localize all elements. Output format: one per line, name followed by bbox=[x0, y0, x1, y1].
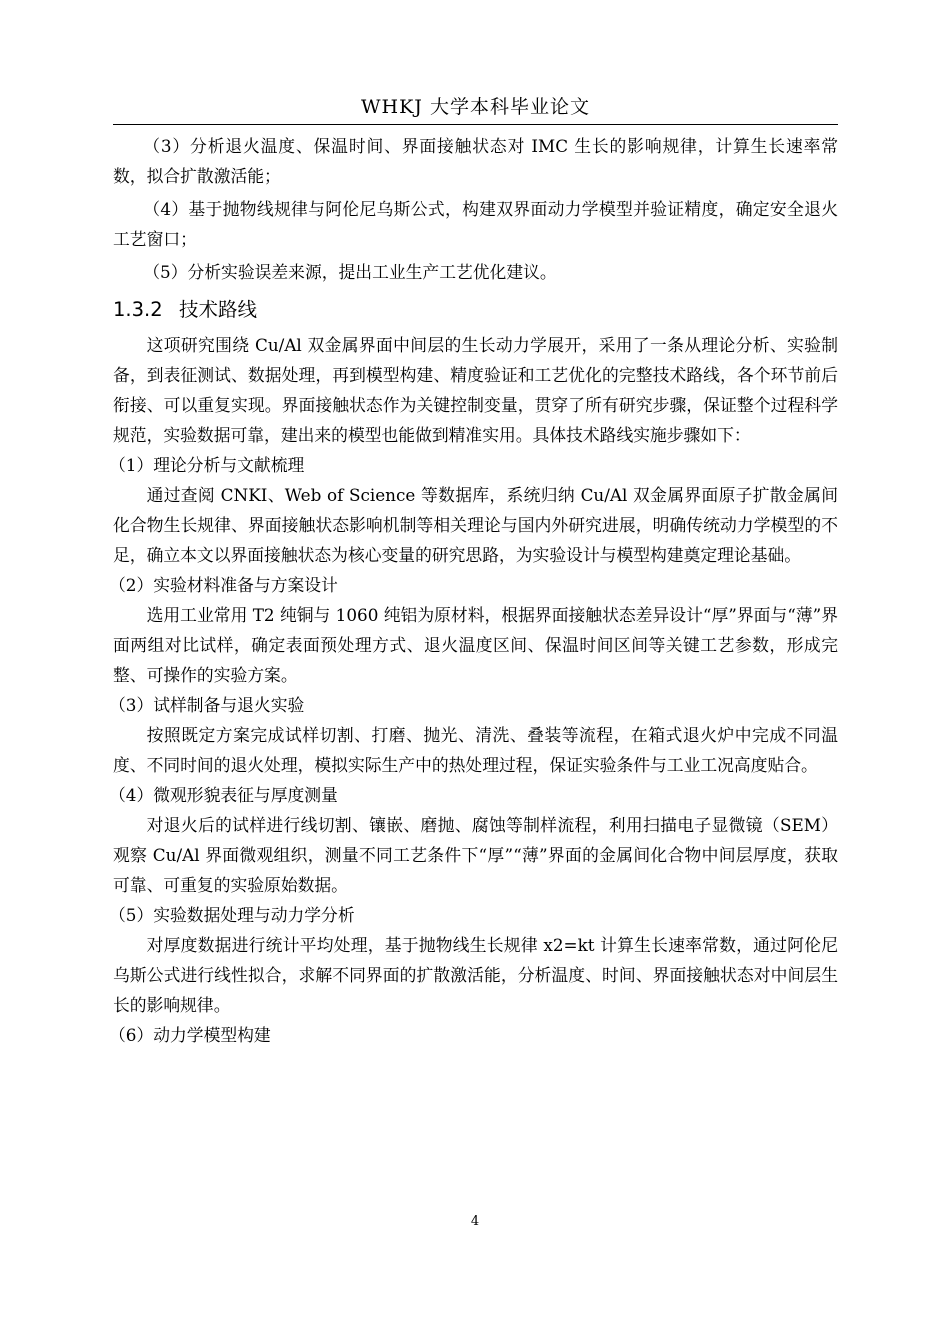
objective-item-5: （5）分析实验误差来源，提出工业生产工艺优化建议。 bbox=[143, 262, 557, 282]
header-divider bbox=[113, 124, 838, 125]
objective-item-3: （3）分析退火温度、保温时间、界面接触状态对 IMC 生长的影响规律，计算生长速率常数，拟合扩散激活能； bbox=[113, 136, 838, 186]
step-4-title: （4）微观形貌表征与厚度测量 bbox=[109, 785, 338, 805]
step-3-title: （3）试样制备与退火实验 bbox=[109, 695, 305, 715]
objective-item-4: （4）基于抛物线规律与阿伦尼乌斯公式，构建双界面动力学模型并验证精度，确定安全退火工艺窗口； bbox=[113, 199, 838, 249]
step-4-body: 对退火后的试样进行线切割、镶嵌、磨抛、腐蚀等制样流程，利用扫描电子显微镜（SEM）观察 Cu/Al 界面微观组织，测量不同工艺条件下“厚”“薄”界面的金属间化合物中间层厚度，获取可靠、可重复的实验原始数据。 bbox=[113, 815, 838, 895]
section-title: 技术路线 bbox=[179, 298, 258, 321]
step-2-body: 选用工业常用 T2 纯铜与 1060 纯铝为原材料，根据界面接触状态差异设计“厚”界面与“薄”界面两组对比试样，确定表面预处理方式、退火温度区间、保温时间区间等关键工艺参数，形成完整、可操作的实验方案。 bbox=[113, 605, 838, 685]
section-heading bbox=[113, 294, 838, 326]
step-3-body: 按照既定方案完成试样切割、打磨、抛光、清洗、叠装等流程，在箱式退火炉中完成不同温度、不同时间的退火处理，模拟实际生产中的热处理过程，保证实验条件与工业工况高度贴合。 bbox=[113, 725, 838, 775]
step-5-body: 对厚度数据进行统计平均处理，基于抛物线生长规律 x2=kt 计算生长速率常数，通过阿伦尼乌斯公式进行线性拟合，求解不同界面的扩散激活能，分析温度、时间、界面接触状态对中间层生长的影响规律。 bbox=[113, 935, 838, 1015]
intro-paragraph: 这项研究围绕 Cu/Al 双金属界面中间层的生长动力学展开，采用了一条从理论分析、实验制备，到表征测试、数据处理，再到模型构建、精度验证和工艺优化的完整技术路线，各个环节前后衔接、可以重复实现。界面接触状态作为关键控制变量，贯穿了所有研究步骤，保证整个过程科学规范，实验数据可靠，建出来的模型也能做到精准实用。具体技术路线实施步骤如下： bbox=[113, 335, 838, 445]
running-header: WHKJ 大学本科毕业论文 bbox=[361, 96, 590, 118]
page-number: 4 bbox=[470, 1214, 480, 1229]
step-1-body: 通过查阅 CNKI、Web of Science 等数据库，系统归纳 Cu/Al 双金属界面原子扩散金属间化合物生长规律、界面接触状态影响机制等相关理论与国内外研究进展，明确传统动力学模型的不足，确立本文以界面接触状态为核心变量的研究思路，为实验设计与模型构建奠定理论基础。 bbox=[113, 485, 838, 565]
page-body bbox=[109, 131, 838, 1050]
step-6-title: （6）动力学模型构建 bbox=[109, 1025, 271, 1045]
section-number: 1.3.2 bbox=[113, 298, 163, 321]
step-5-title: （5）实验数据处理与动力学分析 bbox=[109, 905, 355, 925]
step-1-title: （1）理论分析与文献梳理 bbox=[109, 455, 305, 475]
step-2-title: （2）实验材料准备与方案设计 bbox=[109, 575, 338, 595]
